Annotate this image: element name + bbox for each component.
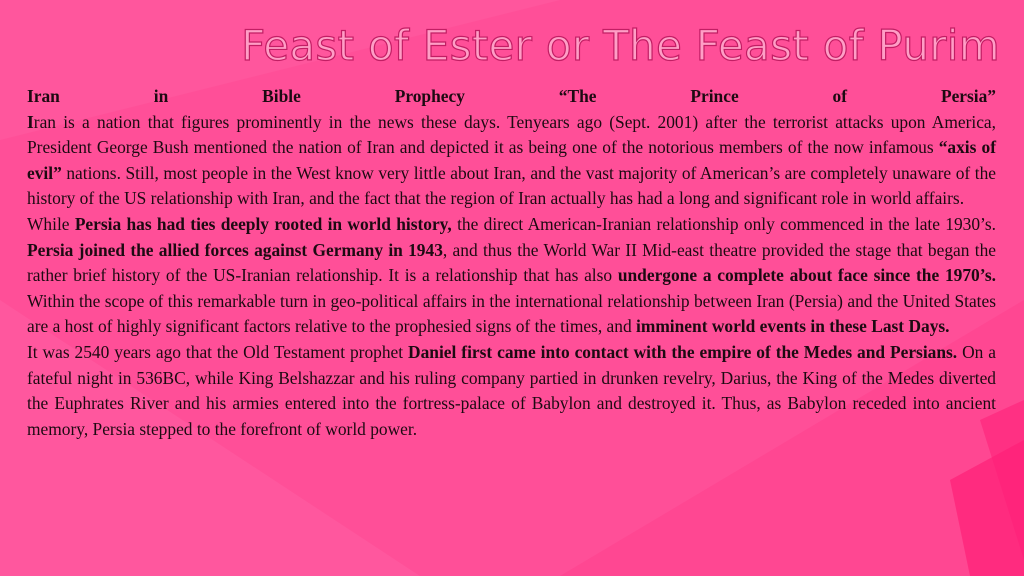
paragraph-3 bbox=[27, 340, 996, 442]
paragraph-2 bbox=[27, 212, 996, 340]
p3-bold-a: Daniel first came into contact with the empire of the Medes and Persians. bbox=[408, 341, 958, 362]
p2-text-a: While bbox=[27, 213, 75, 234]
p2-text-d: Within the scope of this remarkable turn in geo-political affairs in the international relationship between Iran (Persia) and the United States are a host of highly significant factors relative to the prophesied signs of the times, and bbox=[27, 290, 996, 337]
p1-bold-a: “axis of evil” bbox=[27, 137, 996, 183]
paragraph-1 bbox=[27, 110, 996, 212]
p3-text-a: It was 2540 years ago that the Old Testament prophet bbox=[27, 341, 409, 362]
p1-text-a: ran is a nation that figures prominently in the news these days. Tenyears ago (Sept. 2001) after the terrorist attacks upon America, President George Bush mentioned the nation of Iran and depicted it as being one of the notorious members of the now infamous bbox=[27, 111, 996, 158]
slide-title: Feast of Ester or The Feast of Purim bbox=[241, 21, 1000, 70]
p1-text-b: nations. Still, most people in the West know very little about Iran, and the vast majority of American’s are completely unaware of the history of the US relationship with Iran, and the fact that the region of Iran actually has had a long and significant role in world affairs. bbox=[27, 162, 996, 209]
section-heading: Iran in Bible Prophecy “The Prince of Persia” bbox=[27, 86, 996, 106]
p2-bold-d: imminent world events in these Last Days. bbox=[636, 316, 950, 337]
p2-bold-a: Persia has had ties deeply rooted in world history, bbox=[74, 213, 452, 234]
p2-text-b: the direct American-Iranian relationship only commenced in the late 1930’s. bbox=[451, 213, 997, 234]
p2-text-c: , and thus the World War II Mid-east theatre provided the stage that began the rather brief history of the US-Iranian relationship. It is a relationship that has also bbox=[27, 239, 996, 286]
slide-body bbox=[27, 84, 996, 442]
p2-bold-c: undergone a complete about face since the 1970’s. bbox=[617, 265, 996, 286]
p3-text-b: On a fateful night in 536BC, while King Belshazzar and his ruling company partied in drunken revelry, Darius, the King of the Medes diverted the Euphrates River and his armies entered into the fortress-palace of Babylon and destroyed it. Thus, as Babylon receded into ancient memory, Persia stepped to the forefront of world power. bbox=[27, 341, 996, 439]
drop-letter: I bbox=[27, 111, 34, 132]
p2-bold-b: Persia joined the allied forces against Germany in 1943 bbox=[27, 239, 443, 260]
